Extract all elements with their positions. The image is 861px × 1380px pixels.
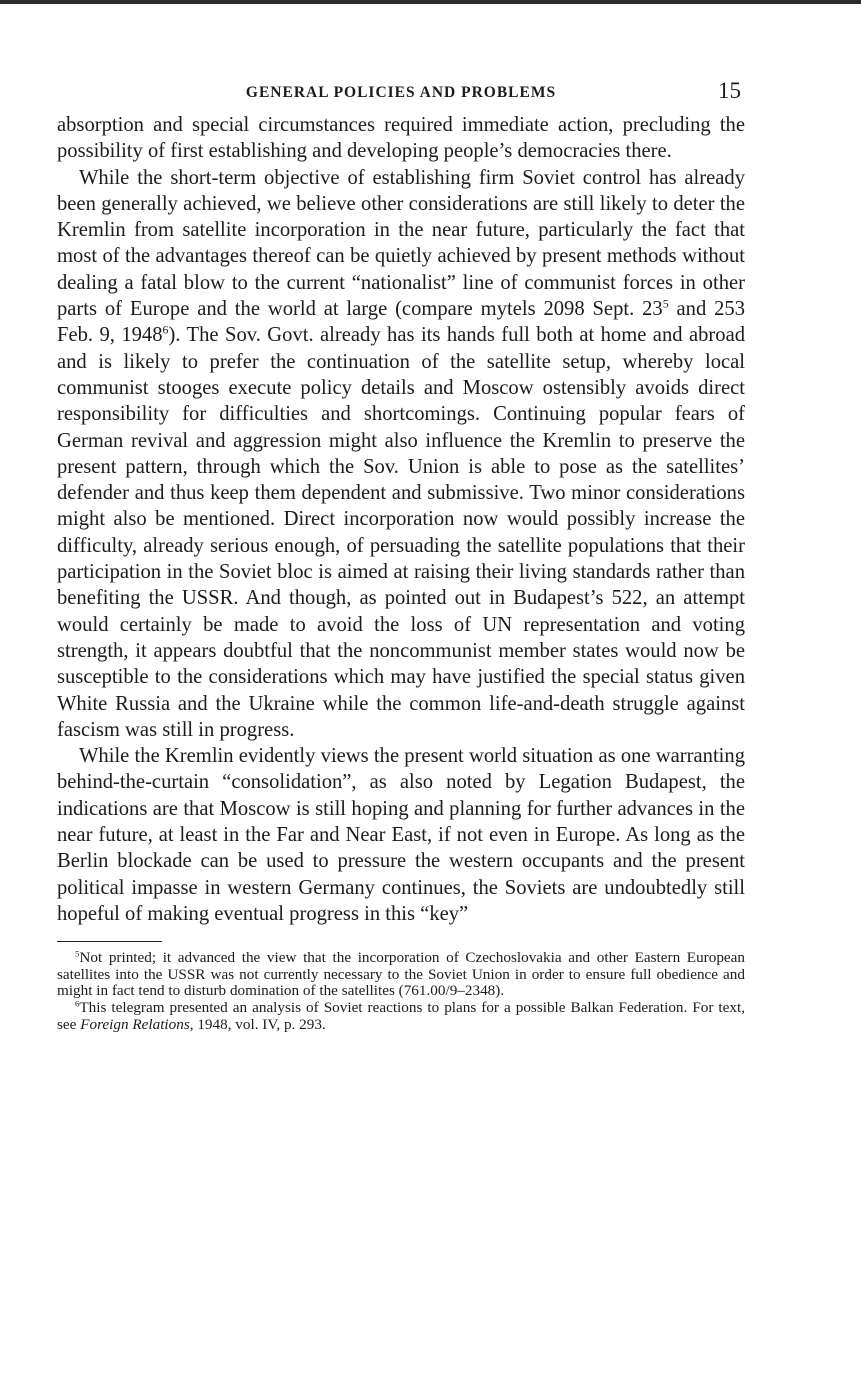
paragraph-soviet-control xyxy=(57,165,745,744)
footnote-reference-6: 6 xyxy=(162,322,169,337)
footnote-marker: 6 xyxy=(75,998,80,1009)
document-page xyxy=(57,78,745,1033)
footnote-divider xyxy=(57,941,162,942)
body-text xyxy=(57,112,745,927)
scan-top-border xyxy=(0,0,861,4)
paragraph-continued: absorption and special circumstances required immediate action, precluding the possibility of first establishing and developing people’s democracies there. xyxy=(57,114,745,163)
paragraph-text: While the short-term objective of establishing firm Soviet control has already been generally achieved, we believe other considerations are still likely to deter the Kremlin from satellite incorporation in the near future, particularly the fact that most of the advantages thereof can be quietly achieved by present methods without dealing a fatal blow to the current “nationalist” line of communist forces in other parts of Europe and the world at large (compare mytels 2098 Sept. 23 xyxy=(57,166,745,321)
footnote-marker: 5 xyxy=(75,948,80,959)
footnote-text: Not printed; it advanced the view that the incorporation of Czechoslovakia and other Eastern European satellites into the USSR was not currently necessary to the Soviet Union in order to ensure full obedience and might in fact tend to disturb domination of the satellites (761.00/9–2348). xyxy=(57,949,745,1000)
footnotes xyxy=(57,950,745,1033)
footnote-text: , 1948, vol. IV, p. 293. xyxy=(189,1015,326,1033)
running-title: GENERAL POLICIES AND PROBLEMS xyxy=(245,84,557,101)
publication-title: Foreign Relations xyxy=(80,1015,190,1033)
paragraph-kremlin-consolidation: While the Kremlin evidently views the present world situation as one warranting behind-the-curtain “consolidation”, as also noted by Legation Budapest, the indications are that Moscow is still hoping and planning for further advances in the near future, at least in the Far and Near East, if not even in Europe. As long as the Berlin blockade can be used to pressure the western occupants and the present political impasse in western Germany continues, the Soviets are undoubtedly still hopeful of making eventual progress in this “key” xyxy=(57,745,745,925)
footnote-6 xyxy=(57,1000,745,1033)
running-head xyxy=(57,78,745,112)
paragraph-text: ). The Sov. Govt. already has its hands full both at home and abroad and is likely to prefer the continuation of the satellite setup, whereby local communist stooges execute policy details and Moscow ostensibly avoids direct responsibility for difficulties and shortcomings. Continuing popular fears of German revival and aggression might also influence the Kremlin to preserve the present pattern, through which the Sov. Union is able to pose as the satellites’ defender and thus keep them dependent and submissive. Two minor considerations might also be mentioned. Direct incorporation now would possibly increase the difficulty, already serious enough, of persuading the satellite populations that their participation in the Soviet bloc is aimed at raising their living standards rather than benefiting the USSR. And though, as pointed out in Budapest’s 522, an attempt would certainly be made to avoid the loss of UN representation and voting strength, it appears doubtful that the noncommunist member states would now be susceptible to the considerations which may have justified the special status given White Russia and the Ukraine while the common life-and-death struggle against fascism was still in progress. xyxy=(57,324,746,741)
page-number: 15 xyxy=(718,78,741,103)
footnote-reference-5: 5 xyxy=(662,296,669,311)
footnote-text: This telegram presented an analysis of Soviet reactions to plans for a possible Balkan Federation. For text, see xyxy=(57,998,745,1033)
paragraph-text: and 253 Feb. 9, 1948 xyxy=(57,298,746,347)
footnote-5 xyxy=(57,950,745,1000)
